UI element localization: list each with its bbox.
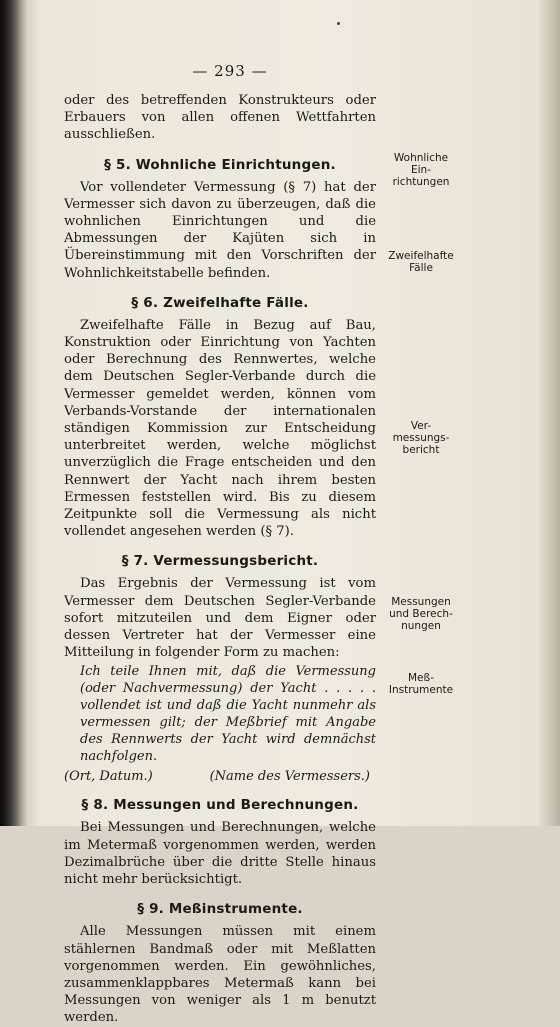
place-date-placeholder: (Ort, Datum.) [64, 769, 153, 785]
section-7-text: Das Ergebnis der Vermessung ist vom Vermesser dem Deutschen Segler-Verbande sofort mitzuteilen und dem Eigner oder dessen Vertreter hat der Vermesser eine Mitteilung in folgender Form zu machen: [64, 576, 376, 661]
margin-note-section-8: Messungen und Berech- nungen [389, 596, 453, 632]
margin-note-section-9: Meß- Instrumente [388, 672, 454, 696]
section-5-text: Vor vollendeter Vermessung (§ 7) hat der Vermesser sich davon zu überzeugen, daß die wohnlichen Einrichtungen und die Abmessungen der Kajüten sich in Übereinstimmung mit den Vorschriften der Wohnlichkeitstabelle befinden. [64, 179, 376, 281]
ink-dot [337, 22, 340, 25]
margin-note-section-5: Wohnliche Ein- richtungen [392, 152, 450, 188]
intro-paragraph: oder des betreffenden Konstrukteurs oder Erbauers von allen offenen Wettfahrten ausschließen. [64, 93, 376, 143]
section-7-signature-line [64, 769, 376, 784]
section-8-heading: § 8. Messungen und Berechnungen. [81, 797, 359, 814]
section-8-text: Bei Messungen und Berechnungen, welche im Metermaß vorgenommen werden, werden Dezimalbrüche über die dritte Stelle hinaus nicht mehr berücksichtigt. [64, 820, 376, 888]
text-column [64, 92, 376, 1027]
section-7-quote: Ich teile Ihnen mit, daß die Vermessung (oder Nachvermessung) der Yacht . . . . . vollendet ist und daß die Yacht nunmehr als vermessen gilt; der Meßbrief mit Angabe des Rennwerts der Yacht wird demnächst nachfolgen. [80, 664, 376, 765]
margin-note-section-6: Zweifelhafte Fälle [388, 250, 454, 274]
section-6-text: Zweifelhafte Fälle in Bezug auf Bau, Konstruktion oder Einrichtung von Yachten oder Berechnung des Rennwertes, welche dem Deutschen Segler-Verbande durch die Vermesser gemeldet werden, können vom Verbands-Vorstande der internationalen ständigen Kommission zur Entscheidung unterbreitet werden, welche möglichst unverzüglich die Frage entscheiden und den Rennwert der Yacht nach ihrem besten Ermessen feststellen wird. Bis zu diesem Zeitpunkte soll die Vermessung als nicht vollendet angesehen werden (§ 7). [64, 317, 376, 540]
surveyor-name-placeholder: (Name des Vermessers.) [209, 769, 370, 785]
section-5-heading: § 5. Wohnliche Einrichtungen. [104, 156, 336, 173]
section-7-heading: § 7. Vermessungsbericht. [121, 553, 319, 570]
page-number: — 293 — [192, 62, 268, 80]
section-9-text: Alle Messungen müssen mit einem stählernen Bandmaß oder mit Meßlatten vorgenommen werden. Ein gewöhnliches, zusammenklappbares Metermaß kann bei Messungen von weniger als 1 m benutzt werden. [64, 924, 376, 1026]
section-6-heading: § 6. Zweifelhafte Fälle. [131, 294, 309, 311]
section-9-heading: § 9. Meßinstrumente. [137, 901, 303, 918]
margin-note-section-7: Ver- messungs- bericht [392, 420, 450, 456]
